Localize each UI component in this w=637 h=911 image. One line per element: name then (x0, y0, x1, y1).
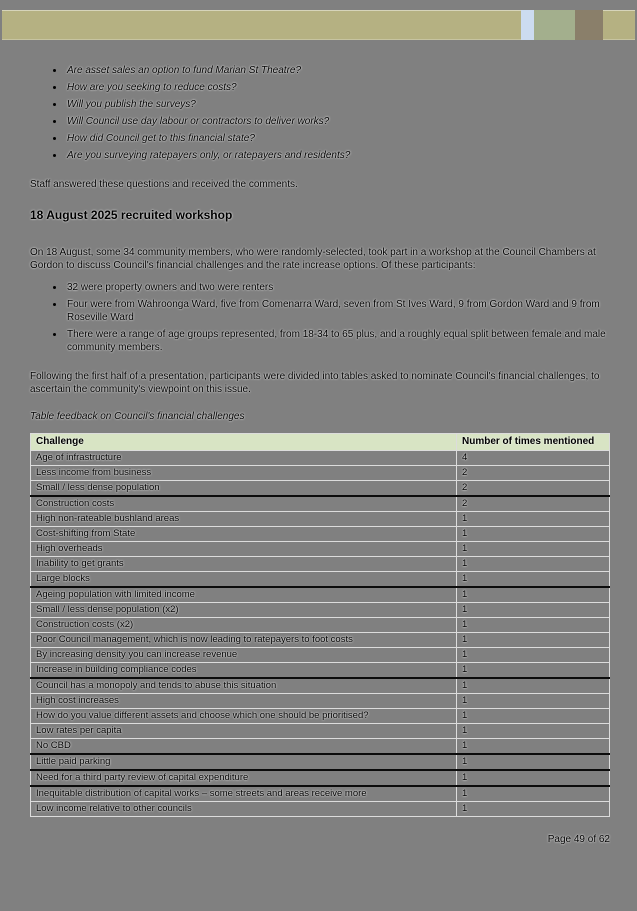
table-row (31, 648, 610, 663)
challenge-cell: Large blocks (31, 572, 457, 588)
count-cell: 1 (457, 648, 610, 663)
count-cell: 2 (457, 481, 610, 497)
challenge-cell: High cost increases (31, 694, 457, 709)
table-row (31, 603, 610, 618)
challenge-cell: Construction costs (x2) (31, 618, 457, 633)
count-cell: 1 (457, 663, 610, 679)
band-segment-brown (575, 10, 603, 40)
challenge-cell: Ageing population with limited income (31, 587, 457, 603)
band-segment-lightblue (521, 10, 534, 40)
count-cell: 1 (457, 527, 610, 542)
challenge-cell: How do you value different assets and choose which one should be prioritised? (31, 709, 457, 724)
challenge-column-header: Challenge (31, 434, 457, 451)
challenge-cell: Need for a third party review of capital expenditure (31, 770, 457, 786)
count-cell: 1 (457, 542, 610, 557)
list-item: • Are you surveying ratepayers only, or ratepayers and residents? (65, 149, 610, 162)
count-cell: 1 (457, 709, 610, 724)
table-row (31, 451, 610, 466)
count-cell: 1 (457, 587, 610, 603)
challenge-cell: By increasing density you can increase revenue (31, 648, 457, 663)
table-row (31, 709, 610, 724)
table-row (31, 786, 610, 802)
challenges-table-body (31, 451, 610, 817)
document-header-band (2, 10, 635, 40)
challenge-cell: Small / less dense population (31, 481, 457, 497)
count-cell: 1 (457, 618, 610, 633)
count-cell: 1 (457, 572, 610, 588)
challenge-cell: Small / less dense population (x2) (31, 603, 457, 618)
table-row (31, 557, 610, 572)
table-row (31, 481, 610, 497)
list-item: • There were a range of age groups represented, from 18-34 to 65 plus, and a roughly equal split between female and male community members. (65, 328, 610, 354)
count-cell: 2 (457, 496, 610, 512)
page-number: Page 49 of 62 (547, 834, 610, 845)
table-header-row (31, 434, 610, 451)
list-item: • How did Council get to this financial state? (65, 132, 610, 145)
count-cell: 1 (457, 786, 610, 802)
table-row (31, 802, 610, 817)
table-caption: Table feedback on Council's financial challenges (30, 411, 245, 422)
workshop-heading: 18 August 2025 recruited workshop (30, 208, 233, 222)
count-cell: 1 (457, 694, 610, 709)
count-cell: 4 (457, 451, 610, 466)
list-item: • How are you seeking to reduce costs? (65, 81, 610, 94)
table-row (31, 633, 610, 648)
challenge-cell: High non-rateable bushland areas (31, 512, 457, 527)
table-row (31, 618, 610, 633)
count-cell: 1 (457, 802, 610, 817)
document-body (0, 64, 637, 846)
list-item: • Are asset sales an option to fund Marian St Theatre? (65, 64, 610, 77)
challenges-table (30, 433, 610, 817)
table-row (31, 572, 610, 588)
table-row (31, 678, 610, 694)
table-row (31, 694, 610, 709)
count-cell: 1 (457, 754, 610, 770)
count-cell: 1 (457, 770, 610, 786)
following-paragraph: Following the first half of a presentation, participants were divided into tables asked to nominate Council's financial challenges, to ascertain the community's viewpoint on this issue. (30, 371, 600, 395)
count-cell: 1 (457, 557, 610, 572)
count-column-header: Number of times mentioned (457, 434, 610, 451)
table-row (31, 512, 610, 527)
challenge-cell: Age of infrastructure (31, 451, 457, 466)
count-cell: 2 (457, 466, 610, 481)
challenge-cell: Poor Council management, which is now leading to ratepayers to foot costs (31, 633, 457, 648)
count-cell: 1 (457, 678, 610, 694)
list-item: • Four were from Wahroonga Ward, five from Comenarra Ward, seven from St Ives Ward, 9 from Gordon Ward and 9 from Roseville Ward (65, 298, 610, 324)
table-row (31, 724, 610, 739)
table-row (31, 527, 610, 542)
table-row (31, 739, 610, 755)
table-row (31, 587, 610, 603)
challenge-cell: Inability to get grants (31, 557, 457, 572)
count-cell: 1 (457, 724, 610, 739)
table-row (31, 542, 610, 557)
band-segment-sage (534, 10, 575, 40)
challenge-cell: Inequitable distribution of capital works – some streets and areas receive more (31, 786, 457, 802)
question-bullet-list (46, 64, 610, 162)
table-row (31, 754, 610, 770)
list-item: • Will you publish the surveys? (65, 98, 610, 111)
count-cell: 1 (457, 512, 610, 527)
challenge-cell: Less income from business (31, 466, 457, 481)
count-cell: 1 (457, 603, 610, 618)
challenge-cell: Little paid parking (31, 754, 457, 770)
count-cell: 1 (457, 633, 610, 648)
challenge-cell: Low rates per capita (31, 724, 457, 739)
participant-bullet-list (46, 281, 610, 354)
list-item: • Will Council use day labour or contractors to deliver works? (65, 115, 610, 128)
challenge-cell: Cost-shifting from State (31, 527, 457, 542)
table-row (31, 496, 610, 512)
list-item: • 32 were property owners and two were renters (65, 281, 610, 294)
challenge-cell: Council has a monopoly and tends to abuse this situation (31, 678, 457, 694)
workshop-intro: On 18 August, some 34 community members, who were randomly-selected, took part in a workshop at the Council Chambers at Gordon to discuss Council's financial challenges and the rate increase options. Of these participants: (30, 247, 596, 271)
count-cell: 1 (457, 739, 610, 755)
table-row (31, 466, 610, 481)
table-row (31, 770, 610, 786)
challenge-cell: Increase in building compliance codes (31, 663, 457, 679)
challenge-cell: Low income relative to other councils (31, 802, 457, 817)
staff-answer-text: Staff answered these questions and received the comments. (30, 179, 298, 190)
challenge-cell: No CBD (31, 739, 457, 755)
challenge-cell: High overheads (31, 542, 457, 557)
challenge-cell: Construction costs (31, 496, 457, 512)
table-row (31, 663, 610, 679)
